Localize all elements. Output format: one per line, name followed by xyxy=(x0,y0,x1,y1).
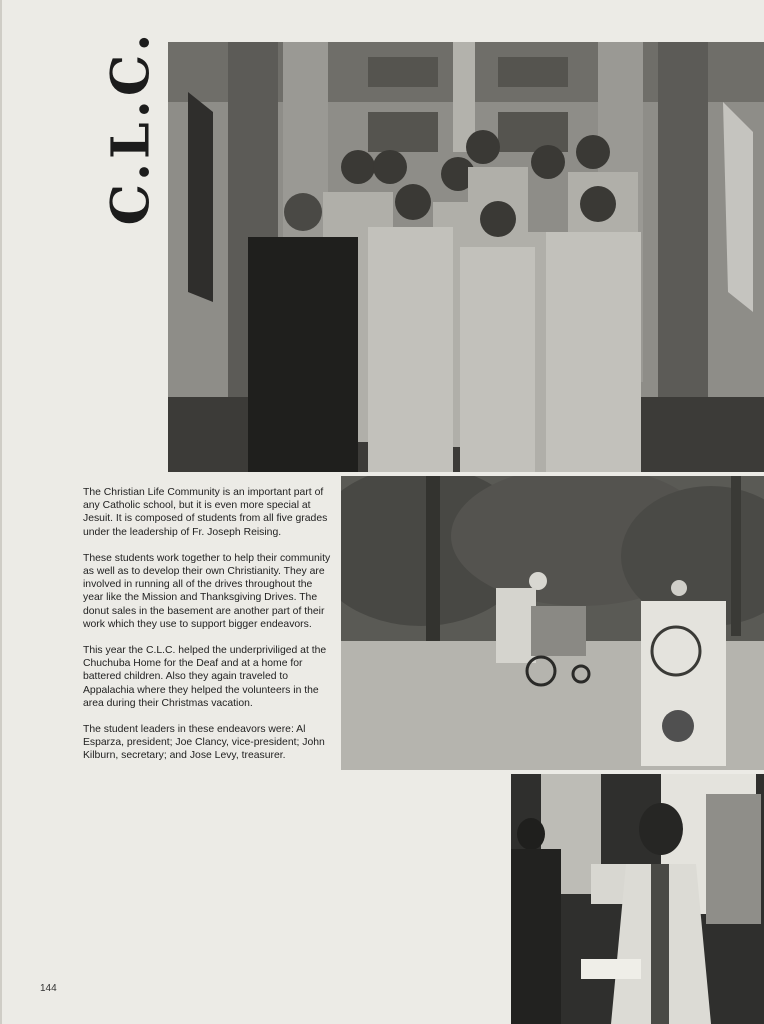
indoor-photo-image xyxy=(511,774,764,1024)
paragraph-leaders: The student leaders in these endeavors were: Al Esparza, president; Joe Clancy, vice-president; John Kilburn, secretary; and Jose Levy, treasurer. xyxy=(83,724,325,762)
paragraph-intro: The Christian Life Community is an important part of any Catholic school, but it is even more special at Jesuit. It is composed of students from all five grades under the leadership of Fr. Joseph Reising. xyxy=(83,487,328,538)
paragraph-service: This year the C.L.C. helped the underpriviliged at the Chuchuba Home for the Deaf and at a home for battered children. Also they again traveled to Appalachia where they helped the volunteers in the area during their Christmas vacation. xyxy=(83,645,327,709)
page-edge xyxy=(0,0,2,1024)
paragraph-activities: These students work together to help their community as well as to develop their own Christianity. They are involved in running all of the drives throughout the year like the Mission and Thanksgiving Drives. The donut sales in the basement are another part of their work which they use to support bigger endeavors. xyxy=(83,552,331,630)
section-heading xyxy=(100,29,162,226)
article-body xyxy=(83,486,333,776)
group-photo xyxy=(168,42,764,472)
heading-text: C.L.C. xyxy=(100,29,162,226)
outdoor-photo xyxy=(341,476,764,770)
page-number: 144 xyxy=(40,983,57,994)
group-photo-image xyxy=(168,42,764,472)
indoor-photo xyxy=(511,774,764,1024)
outdoor-photo-image xyxy=(341,476,764,770)
